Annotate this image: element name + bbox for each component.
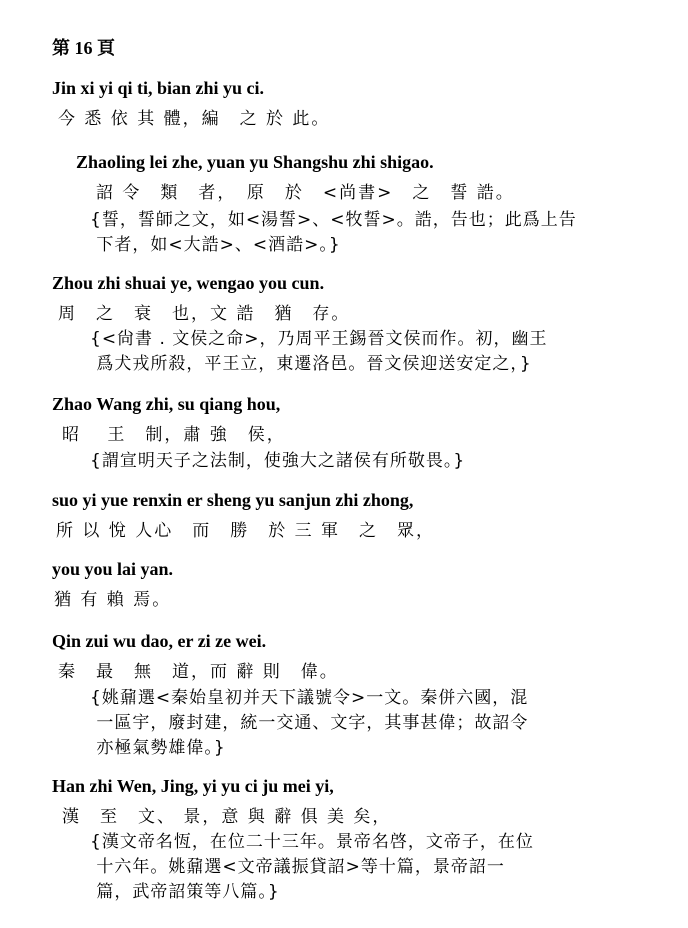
page-number: 第 16 頁: [52, 38, 115, 58]
annotation-line: 下者，如<大誥>、<酒誥>。}: [90, 235, 341, 255]
annotation-line: 篇，武帝詔策等八篇。}: [90, 882, 280, 902]
annotation-line: 十六年。姚鼐選<文帝議振貸詔>等十篇，景帝詔一: [90, 857, 505, 877]
pinyin-line: Qin zui wu dao, er zi ze wei.: [52, 631, 267, 651]
pinyin-line: Zhaoling lei zhe, yuan yu Shangshu zhi shigao.: [76, 152, 434, 172]
pinyin-line: you you lai yan.: [52, 559, 174, 579]
chinese-line: 周 之 衰 也，文 誥 猶 存。: [58, 304, 351, 324]
annotation-line: {謂宣明天子之法制，使強大之諸侯有所敬畏。}: [90, 451, 466, 471]
chinese-line: 昭 王 制，肅 強 侯，: [62, 425, 286, 445]
pinyin-line: Zhao Wang zhi, su qiang hou,: [52, 394, 281, 414]
annotation-line: {漢文帝名恆，在位二十三年。景帝名啓，文帝子，在位: [90, 832, 534, 852]
annotation-line: 一區宇，廢封建，統一交通、文字，其事甚偉；故詔令: [90, 713, 529, 733]
annotation-line: {誓，誓師之文，如<湯誓>、<牧誓>。誥，告也；此爲上告: [90, 210, 577, 230]
chinese-line: 詔 令 類 者， 原 於 <尚書> 之 誓 誥。: [96, 183, 515, 203]
annotation-line: {姚鼐選<秦始皇初并天下議號令>一文。秦併六國，混: [90, 688, 529, 708]
pinyin-line: suo yi yue renxin er sheng yu sanjun zhi zhong,: [52, 490, 414, 510]
annotation-line: 爲犬戎所殺，平王立，東遷洛邑。晉文侯迎送安定之，}: [90, 354, 532, 374]
pinyin-line: Jin xi yi qi ti, bian zhi yu ci.: [52, 78, 265, 98]
chinese-line: 猶 有 賴 焉。: [54, 590, 172, 610]
annotation-line: {<尙書 . 文侯之命>，乃周平王錫晉文侯而作。初，幽王: [90, 329, 548, 349]
pinyin-line: Han zhi Wen, Jing, yi yu ci ju mei yi,: [52, 776, 334, 796]
chinese-line: 所 以 悅 人心 而 勝 於 三 軍 之 眾，: [56, 521, 436, 541]
pinyin-line: Zhou zhi shuai ye, wengao you cun.: [52, 273, 325, 293]
chinese-line: 秦 最 無 道，而 辭 則 偉。: [58, 662, 339, 682]
annotation-line: 亦極氣勢雄偉。}: [90, 738, 226, 758]
chinese-line: 漢 至 文、 景，意 與 辭 俱 美 矣，: [62, 807, 392, 827]
chinese-line: 今 悉 依 其 體，編 之 於 此。: [58, 109, 331, 129]
